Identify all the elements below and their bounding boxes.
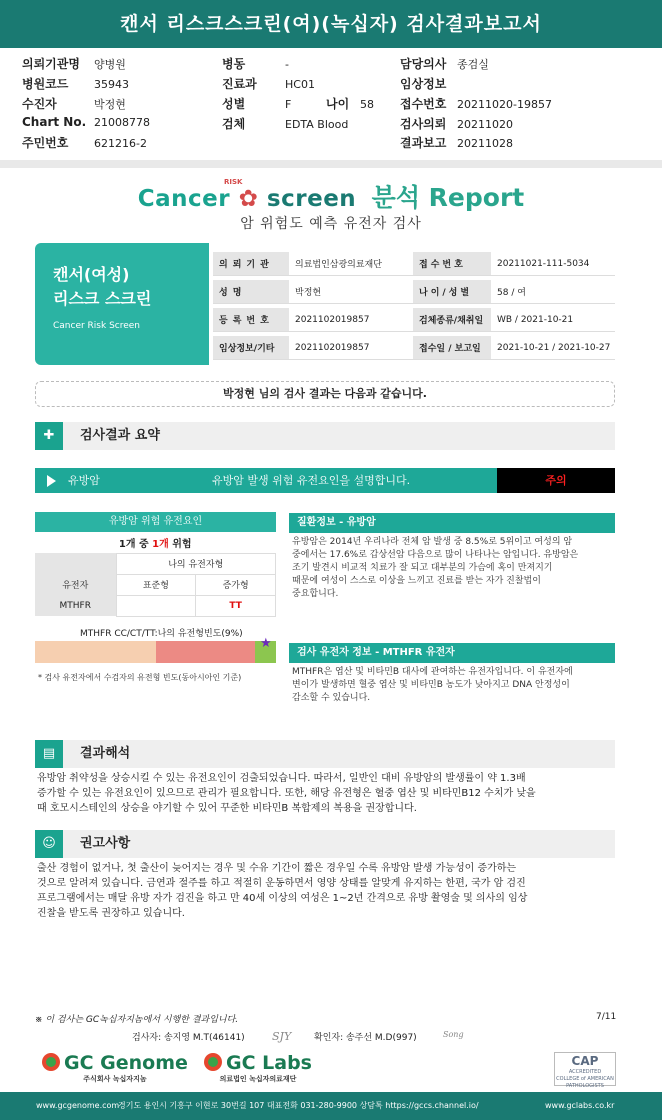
- header-field: [22, 75, 129, 92]
- my-genotype-label: 나의 유전자형: [116, 553, 276, 574]
- text-line: 때 호모시스테인의 상승을 야기할 수 있어 꾸준한 비타민B 복합제의 복용을 권장합니다.: [37, 803, 417, 814]
- genotype-frequency-bar: [35, 641, 276, 663]
- header-field: [400, 115, 513, 132]
- info-row: [213, 308, 615, 332]
- frequency-segment: [156, 641, 255, 663]
- info-row: [213, 280, 615, 304]
- header-field-label: 결과보고: [400, 136, 447, 150]
- text-line: 진찰을 받도록 권장하고 있습니다.: [37, 908, 185, 919]
- gene-result-bar: [35, 468, 615, 493]
- interpretation-text: [37, 771, 615, 816]
- info-value: 20211021-111-5034: [491, 252, 615, 276]
- header-field-value: 58: [360, 98, 374, 111]
- labs-website-link[interactable]: www.gclabs.co.kr: [545, 1101, 615, 1110]
- logo-analysis-report: 분석 Report: [371, 183, 525, 212]
- advice-title: 권고사항: [80, 836, 131, 851]
- page-subtitle: 암 위험도 예측 유전자 검사: [240, 216, 422, 232]
- text-line: 중요합니다.: [292, 589, 339, 599]
- header-field-label: 의뢰기관명: [22, 57, 80, 71]
- header-field-value: 20211020-19857: [457, 98, 552, 111]
- header-field-label: 검체: [222, 117, 246, 131]
- risk-table-header: 유방암 위험 유전요인: [35, 512, 276, 532]
- text-line: 것으로 알려져 있습니다. 금연과 절주를 하고 적절히 운동하면서 영양 상태를 알맞게 유지하는 한편, 국가 암 검진: [37, 878, 526, 889]
- advice-section-header: [35, 830, 615, 858]
- bottom-contact-bar: [0, 1092, 662, 1120]
- medical-kit-icon: ✚: [35, 422, 63, 450]
- gc-cross-icon: [204, 1053, 222, 1071]
- standard-col-header: 표준형: [116, 574, 196, 595]
- info-row: [213, 252, 615, 276]
- cancer-risk-screen-logo: [0, 178, 662, 214]
- gene-info-text: [292, 666, 614, 705]
- card-english-name: Cancer Risk Screen: [53, 321, 141, 331]
- card-title-line1: 캔서(여성): [53, 265, 130, 284]
- clipboard-icon: ▤: [35, 740, 63, 768]
- info-label: 접수일 / 보고일: [413, 336, 491, 360]
- logo-screen: screen: [266, 186, 357, 212]
- info-value: 의료법인삼광의료재단: [289, 252, 413, 276]
- info-label: 성명: [213, 280, 289, 304]
- cap-accredited-badge: CAP ACCREDITED COLLEGE of AMERICAN PATHOLOGISTS: [554, 1052, 616, 1086]
- genome-website-link[interactable]: www.gcgenome.com: [36, 1101, 120, 1110]
- gene-name: MTHFR: [35, 595, 116, 616]
- header-field: [22, 115, 150, 129]
- header-field: [400, 95, 552, 112]
- page-number: 7/11: [596, 1012, 617, 1022]
- gc-genome-logo: GC Genome 주식회사 녹십자지놈: [42, 1052, 188, 1084]
- header-field-label: 검사의뢰: [400, 117, 447, 131]
- frequency-segment: [35, 641, 156, 663]
- summary-section-title: 검사결과 요약: [80, 428, 160, 443]
- increased-col-header: 증가형: [196, 574, 276, 595]
- header-field: [22, 134, 147, 151]
- header-field: [222, 115, 348, 132]
- info-label: 의뢰기관: [213, 252, 289, 276]
- header-field: [22, 95, 126, 112]
- advice-text: [37, 861, 615, 921]
- header-field-value: 21008778: [94, 116, 150, 129]
- text-line: 감소할 수 있습니다.: [292, 693, 371, 703]
- disease-info-header: 질환정보 - 유방암: [289, 513, 615, 533]
- interpretation-section-header: [35, 740, 615, 768]
- address-contact: 경기도 용인시 기흥구 이현로 30번길 107 대표전화 031-280-9900 상담톡 https://gccs.channel.io/: [118, 1101, 479, 1110]
- logo-cancer: Cancer: [137, 186, 231, 212]
- info-value: 2021-10-21 / 2021-10-27: [491, 336, 615, 360]
- gc-cross-icon: [42, 1053, 60, 1071]
- increased-value: TT: [196, 595, 276, 616]
- header-field-value: 35943: [94, 78, 129, 91]
- text-line: 프로그램에서는 매달 유방 자가 검진을 하고 만 40세 이상의 여성은 1~2년 간격으로 유방 촬영술 및 의사의 임상: [37, 893, 528, 904]
- status-badge: 주의: [497, 468, 615, 493]
- header-field-label: 진료과: [222, 77, 257, 91]
- text-line: 출산 경험이 없거나, 첫 출산이 늦어지는 경우 및 수유 기간이 짧은 경우일 수록 유방암 발생 가능성이 증가하는: [37, 863, 517, 874]
- header-field-value: 20211028: [457, 137, 513, 150]
- header-field-label: 수진자: [22, 97, 57, 111]
- text-line: 유방암은 2014년 우리나라 전체 암 발생 중 8.5%로 5위이고 여성의 암: [292, 537, 573, 547]
- header-field-value: EDTA Blood: [285, 118, 349, 131]
- star-marker-icon: ★: [260, 636, 272, 651]
- text-line: 증가할 수 있는 유전요인이 있으므로 관리가 필요합니다. 또한, 해당 유전형은 혈중 엽산 및 비타민B12 수치가 낮을: [37, 788, 536, 799]
- header-field-label: 나이: [326, 97, 350, 111]
- gene-bar-description: 유방암 발생 위험 유전요인을 설명합니다.: [212, 474, 411, 487]
- gene-info-header: 검사 유전자 정보 - MTHFR 유전자: [289, 643, 615, 663]
- header-field-label: 임상정보: [400, 77, 447, 91]
- text-line: 변이가 발생하면 혈중 엽산 및 비타민B 농도가 낮아지고 DNA 안정성이: [292, 680, 570, 690]
- ribbon-icon: ✿: [238, 186, 259, 212]
- info-value: 2021102019857: [289, 336, 413, 360]
- info-value: 박정현: [289, 280, 413, 304]
- header-field-value: 종검실: [457, 58, 489, 71]
- header-field: [22, 55, 126, 72]
- info-label: 임상정보/기타: [213, 336, 289, 360]
- footer-note: ※ 이 검사는 GC녹십자지놈에서 시행한 결과입니다.: [35, 1015, 239, 1025]
- text-line: 조기 발견시 비교적 치료가 잘 되고 대부분의 가슴에 혹이 만져지기: [292, 563, 553, 573]
- disease-info-text: [292, 536, 614, 601]
- examiner-signature: SJY: [272, 1030, 292, 1043]
- info-value: 58 / 여: [491, 280, 615, 304]
- patient-header: [0, 55, 662, 155]
- header-field-value: 621216-2: [94, 137, 147, 150]
- test-name-card: [35, 243, 209, 365]
- header-field: [326, 95, 374, 112]
- examiner: 검사자: 송지영 M.T(46141): [132, 1033, 245, 1043]
- header-field-value: -: [285, 58, 289, 71]
- text-line: 중에서는 17.6%로 갑상선암 다음으로 많이 나타나는 암입니다. 유방암은: [292, 550, 579, 560]
- header-field-label: 접수번호: [400, 97, 447, 111]
- risk-count: 1개 중 1개 위험: [118, 538, 192, 550]
- patient-info-table: [213, 248, 615, 364]
- frequency-note: * 검사 유전자에서 수검자의 유전형 빈도(동아시아인 기준): [38, 673, 242, 682]
- header-field: [222, 75, 315, 92]
- info-row: [213, 336, 615, 360]
- greeting-message: 박정현 님의 검사 결과는 다음과 같습니다.: [35, 381, 615, 407]
- logo-risk: RISK: [224, 178, 243, 186]
- risk-factor-table: [35, 512, 276, 617]
- gc-labs-logo: GC Labs 의료법인 녹십자의료재단: [204, 1052, 312, 1084]
- text-line: MTHFR은 엽산 및 비타민B 대사에 관여하는 유전자입니다. 이 유전자에: [292, 667, 573, 677]
- confirmer-signature: Song: [443, 1030, 464, 1039]
- text-line: 유방암 취약성을 상승시킬 수 있는 유전요인이 검출되었습니다. 따라서, 일반인 대비 유방암의 발생률이 약 1.3배: [37, 773, 526, 784]
- header-field-label: 주민번호: [22, 136, 69, 150]
- header-field: [400, 55, 489, 72]
- header-field-label: 담당의사: [400, 57, 447, 71]
- header-field-value: 20211020: [457, 118, 513, 131]
- header-field-value: F: [285, 98, 292, 111]
- header-field: [400, 75, 457, 92]
- info-label: 접수번호: [413, 252, 491, 276]
- play-arrow-icon: [47, 475, 56, 487]
- header-field: [400, 134, 513, 151]
- info-label: 검체종류/채취일: [413, 308, 491, 332]
- header-field: [222, 55, 289, 72]
- header-field-value: 박정현: [94, 98, 126, 111]
- standard-value: [116, 595, 196, 616]
- header-field-value: 양병원: [94, 58, 126, 71]
- header-field-label: 성별: [222, 97, 246, 111]
- doctor-icon: ☺: [35, 830, 63, 858]
- card-title-line2: 리스크 스크린: [53, 289, 152, 308]
- report-title: 캔서 리스크스크린(여)(녹십자) 검사결과보고서: [0, 0, 662, 48]
- confirmer: 확인자: 송주선 M.D(997): [314, 1033, 417, 1043]
- summary-section-header: [35, 422, 615, 450]
- info-value: WB / 2021-10-21: [491, 308, 615, 332]
- header-field: [222, 95, 291, 112]
- header-field-label: 병동: [222, 57, 246, 71]
- info-label: 등록번호: [213, 308, 289, 332]
- interpretation-title: 결과해석: [80, 746, 131, 761]
- header-field-label: Chart No.: [22, 115, 87, 129]
- genotype-frequency-label: MTHFR CC/CT/TT:나의 유전형빈도(9%): [80, 629, 243, 639]
- info-value: 2021102019857: [289, 308, 413, 332]
- header-field-label: 병원코드: [22, 77, 69, 91]
- cancer-name: 유방암: [68, 474, 100, 487]
- header-field-value: HC01: [285, 78, 315, 91]
- text-line: 때문에 여성이 스스로 이상을 느끼고 진료를 받는 자가 진찰법이: [292, 576, 541, 586]
- gene-col-header: 유전자: [35, 574, 116, 595]
- divider: [0, 160, 662, 168]
- info-label: 나이/성별: [413, 280, 491, 304]
